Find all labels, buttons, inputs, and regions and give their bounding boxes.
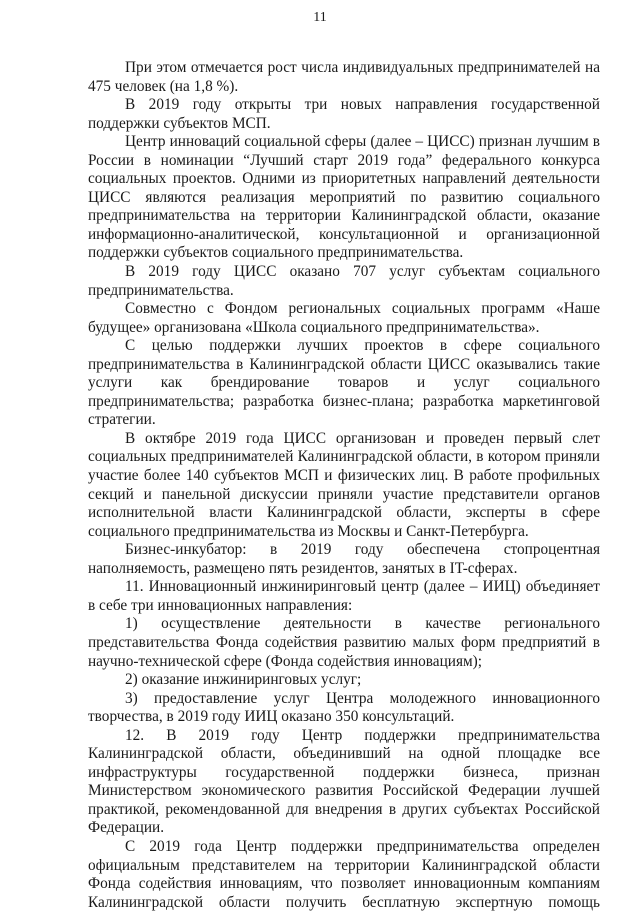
paragraph-business-support-center: 12. В 2019 году Центр поддержки предпринимательства Калининградской области, объединивший на одной площадке все инфраструктуры государственной поддержки бизнеса, признан Министерством экономического развития Российской Федерации лучшей практикой, рекомендованной для внедрения в других субъектах Российской Федерации. xyxy=(88,726,600,837)
paragraph-business-incubator: Бизнес-инкубатор: в 2019 году обеспечена стопроцентная наполняемость, размещено пять резидентов, занятых в IT-сферах. xyxy=(88,541,600,577)
paragraph-school-social-entrepreneurship: Совместно с Фондом региональных социальных программ «Наше будущее» организована «Школа социального предпринимательства». xyxy=(88,300,600,336)
paragraph-entrepreneurs-growth: При этом отмечается рост числа индивидуальных предпринимателей на 475 человек (на 1,8 %). xyxy=(88,59,600,95)
paragraph-ciss-services-count: В 2019 году ЦИСС оказано 707 услуг субъектам социального предпринимательства. xyxy=(88,263,600,299)
page-number: 11 xyxy=(313,10,327,25)
document-body xyxy=(88,59,600,912)
list-item-iic-direction-1: 1) осуществление деятельности в качестве регионального представительства Фонда содействия развитию малых форм предприятий в научно-технической сфере (Фонда содействия инновациям); xyxy=(88,615,600,670)
list-item-iic-direction-3: 3) предоставление услуг Центра молодежного инновационного творчества, в 2019 году ИИЦ оказано 350 консультаций. xyxy=(88,689,600,726)
paragraph-social-entrepreneurs-rally: В октябре 2019 года ЦИСС организован и проведен первый слет социальных предпринимателей Калининградской области, в котором приняли участие более 140 субъектов МСП и физических лиц. В работе профильных секций и панельной дискуссии приняли участие представители органов исполнительной власти Калининградской области, эксперты в сфере социального предпринимательства из Москвы и Санкт-Петербурга. xyxy=(88,429,600,540)
paragraph-ciss-overview: Центр инноваций социальной сферы (далее – ЦИСС) признан лучшим в России в номинации “Лучший старт 2019 года” федерального конкурса социальных проектов. Одними из приоритетных направлений деятельности ЦИСС являются реализация мероприятий по развитию социального предпринимательства на территории Калининградской области, оказание информационно-аналитической, консультационной и организационной поддержки субъектов социального предпринимательства. xyxy=(88,133,600,262)
paragraph-innovation-fund-representative: С 2019 года Центр поддержки предпринимательства определен официальным представителем на территории Калининградской области Фонда содействия инновациям, что позволяет инновационным компаниям Калининградской области получить бесплатную экспертную помощь xyxy=(88,837,600,911)
list-item-iic-direction-2: 2) оказание инжиниринговых услуг; xyxy=(125,671,362,689)
paragraph-iic-intro: 11. Инновационный инжиниринговый центр (далее – ИИЦ) объединяет в себе три инновационных направления: xyxy=(88,578,600,614)
paragraph-new-support-directions: В 2019 году открыты три новых направления государственной поддержки субъектов МСП. xyxy=(88,96,600,132)
paragraph-ciss-support-services: С целью поддержки лучших проектов в сфере социального предпринимательства в Калининградской области ЦИСС оказывались такие услуги как брендирование товаров и услуг социального предпринимательства; разработка бизнес-плана; разработка маркетинговой стратегии. xyxy=(88,337,600,429)
